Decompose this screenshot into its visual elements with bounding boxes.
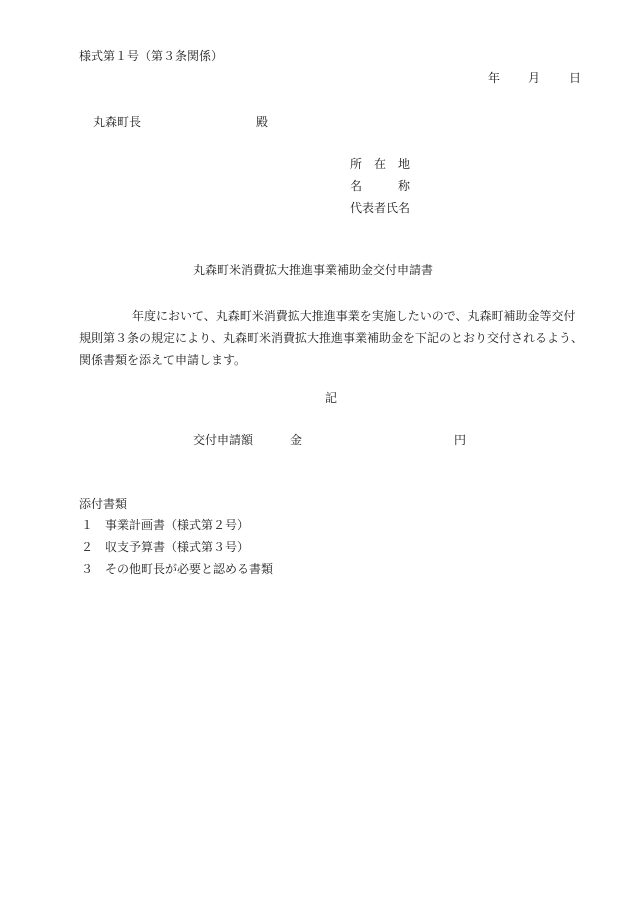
attachment-number: １ [81, 518, 94, 532]
attachment-text: 事業計画書（様式第２号） [105, 518, 250, 532]
attachments-heading: 添付書類 [79, 497, 128, 511]
attachment-number: ２ [81, 540, 94, 554]
applicant-representative-label: 代表者氏名 [350, 201, 411, 215]
applicant-address-label: 所 在 地 [350, 157, 411, 171]
ki-heading: 記 [325, 391, 338, 405]
attachment-item [81, 519, 249, 531]
addressee-name: 丸森町長 [93, 115, 142, 129]
attachment-item [81, 541, 249, 553]
date-year-label: 年 [488, 71, 501, 85]
document-title: 丸森町米消費拡大推進事業補助金交付申請書 [193, 263, 434, 277]
attachment-item [81, 563, 273, 575]
attachment-text: その他町長が必要と認める書類 [105, 562, 274, 576]
date-day-label: 日 [569, 71, 582, 85]
applicant-name-label: 名 称 [350, 179, 411, 193]
amount-label: 交付申請額 [193, 433, 254, 447]
amount-unit: 円 [454, 433, 467, 447]
amount-prefix: 金 [290, 433, 303, 447]
date-month-label: 月 [528, 71, 541, 85]
body-text: 年度において、丸森町米消費拡大推進事業を実施したいので、丸森町補助金等交付規則第３条の規定により、丸森町米消費拡大推進事業補助金を下記のとおり交付されるよう、関係書類を添えて申請します。 [79, 309, 584, 367]
attachment-text: 収支予算書（様式第３号） [105, 540, 250, 554]
attachment-number: ３ [81, 562, 94, 576]
body-paragraph [79, 305, 584, 371]
form-number: 様式第１号（第３条関係） [79, 49, 224, 63]
addressee-honorific: 殿 [256, 115, 269, 129]
